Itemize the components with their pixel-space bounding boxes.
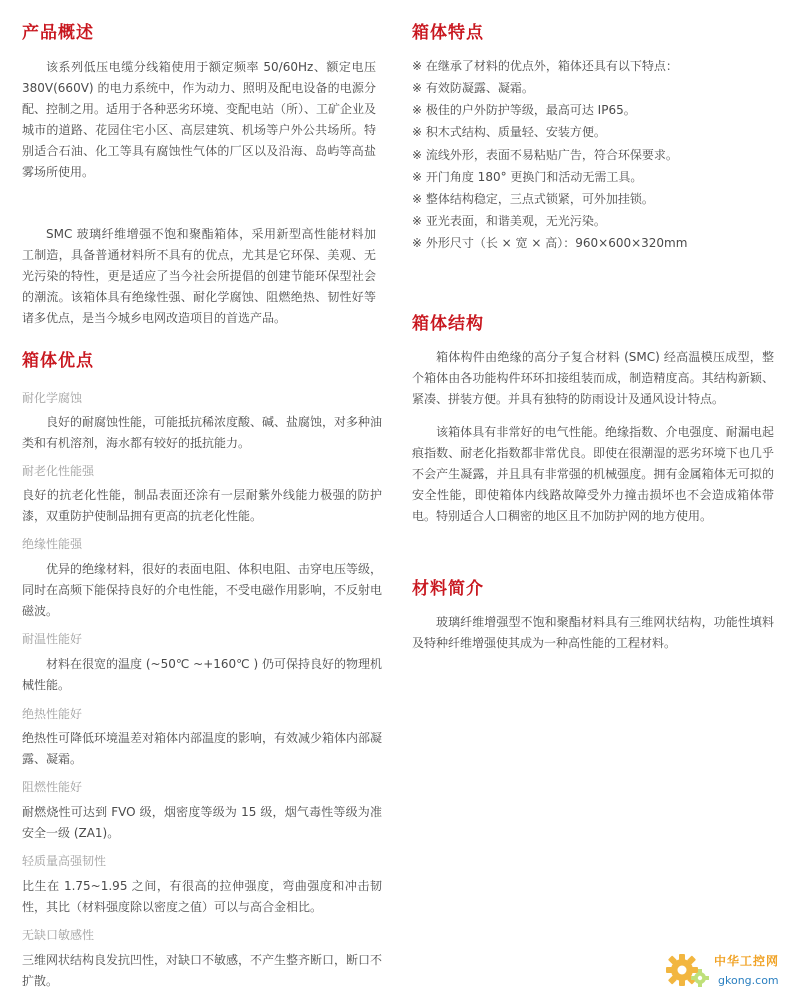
- advantage-label: 阻燃性能好: [22, 780, 83, 794]
- gear-icon: [662, 944, 714, 996]
- overview-paragraph-1: 该系列低压电缆分线箱使用于额定频率 50/60Hz、额定电压380V(660V) 的电力系统中，作为动力、照明及配电设备的电源分配、控制之用。适用于各种恶劣环境、变配电站（所）、工矿企业及城市的道路、花园住宅小区、高层建筑、机场等户外公共场所。特别适合石油、化工等具有腐蚀性气体的厂区以及沿海、岛屿等高盐雾场所使用。: [22, 60, 377, 179]
- advantage-label: 轻质量高强韧性: [22, 854, 107, 868]
- watermark-brand-text: 中华工控网: [714, 954, 780, 968]
- advantage-text: 比生在 1.75~1.95 之间，有很高的拉伸强度，弯曲强度和冲击韧性，其比（材料强度除以密度之值）可以与高合金相比。: [22, 879, 382, 914]
- feature-item: ※ 流线外形，表面不易粘贴广告，符合环保要求。: [412, 148, 678, 162]
- feature-item: ※ 亚光表面，和谐美观，无光污染。: [412, 214, 606, 228]
- feature-item: ※ 开门角度 180° 更换门和活动无需工具。: [412, 170, 643, 184]
- feature-item: ※ 在继承了材料的优点外，箱体还具有以下特点：: [412, 59, 678, 73]
- overview-paragraph-2: SMC 玻璃纤维增强不饱和聚酯箱体，采用新型高性能材料加工制造，具备普通材料所不具有的优点，尤其是它环保、美观、无光污染的特性，更是适应了当今社会所提倡的创建节能环保型社会的潮流。该箱体具有绝缘性强、耐化学腐蚀、阻燃绝热、韧性好等诸多优点，是当今城乡电网改造项目的首选产品。: [22, 227, 376, 325]
- advantage-text: 良好的抗老化性能，制品表面还涂有一层耐紫外线能力极强的防护漆，双重防护使制品拥有更高的抗老化性能。: [22, 488, 382, 523]
- feature-item: ※ 外形尺寸（长 × 宽 × 高）：960×600×320mm: [412, 236, 688, 250]
- feature-item: ※ 极佳的户外防护等级，最高可达 IP65。: [412, 103, 636, 117]
- advantage-text: 材料在很宽的温度 (~50℃ ~+160℃ ) 仍可保持良好的物理机械性能。: [22, 657, 382, 692]
- feature-item: ※ 整体结构稳定，三点式锁紧，可外加挂锁。: [412, 192, 654, 206]
- watermark-logo: [662, 940, 792, 1000]
- material-heading: 材料简介: [412, 579, 484, 599]
- advantage-text: 优异的绝缘材料，很好的表面电阻、体积电阻、击穿电压等级，同时在高频下能保持良好的介电性能，不受电磁作用影响，不反射电磁波。: [22, 562, 383, 618]
- feature-item: ※ 有效防凝露、凝霜。: [412, 81, 534, 95]
- product-overview-heading: 产品概述: [22, 23, 94, 43]
- structure-heading: 箱体结构: [412, 314, 484, 334]
- features-heading: 箱体特点: [412, 23, 484, 43]
- watermark-url: gkong.com: [718, 974, 779, 987]
- advantage-label: 无缺口敏感性: [22, 928, 95, 942]
- advantage-label: 绝热性能好: [22, 707, 83, 721]
- structure-paragraph-1: 箱体构件由绝缘的高分子复合材料 (SMC) 经高温模压成型，整个箱体由各功能构件环环扣接组装而成，制造精度高。其结构新颖、紧凑、拼装方便。并具有独特的防雨设计及通风设计特点。: [412, 350, 774, 406]
- advantage-text: 三维网状结构良发抗凹性，对缺口不敏感，不产生整齐断口，断口不扩散。: [22, 953, 383, 988]
- structure-paragraph-2: 该箱体具有非常好的电气性能。绝缘指数、介电强度、耐漏电起痕指数、耐老化指数都非常优良。即使在很潮湿的恶劣环境下也几乎不会产生凝露，并且具有非常强的机械强度。拥有金属箱体无可拟的安全性能，即使箱体内线路故障受外力撞击损坏也不会造成箱体带电。特别适合人口稠密的地区且不加防护网的地方使用。: [412, 425, 774, 523]
- advantage-text: 良好的耐腐蚀性能，可能抵抗稀浓度酸、碱、盐腐蚀，对多种油类和有机溶剂，海水都有较好的抵抗能力。: [22, 415, 383, 450]
- material-paragraph: 玻璃纤维增强型不饱和聚酯材料具有三维网状结构，功能性填料及特种纤维增强使其成为一种高性能的工程材料。: [412, 615, 774, 650]
- advantage-label: 绝缘性能强: [22, 537, 83, 551]
- advantage-text: 绝热性可降低环境温差对箱体内部温度的影响，有效减少箱体内部凝露、凝霜。: [22, 731, 383, 766]
- advantage-label: 耐化学腐蚀: [22, 391, 83, 405]
- advantage-label: 耐温性能好: [22, 632, 83, 646]
- feature-item: ※ 积木式结构、质量轻、安装方便。: [412, 125, 606, 139]
- advantages-heading: 箱体优点: [22, 351, 94, 371]
- advantage-label: 耐老化性能强: [22, 464, 95, 478]
- advantage-text: 耐燃烧性可达到 FVO 级，烟密度等级为 15 级，烟气毒性等级为准安全一级 (ZA1)。: [22, 805, 382, 840]
